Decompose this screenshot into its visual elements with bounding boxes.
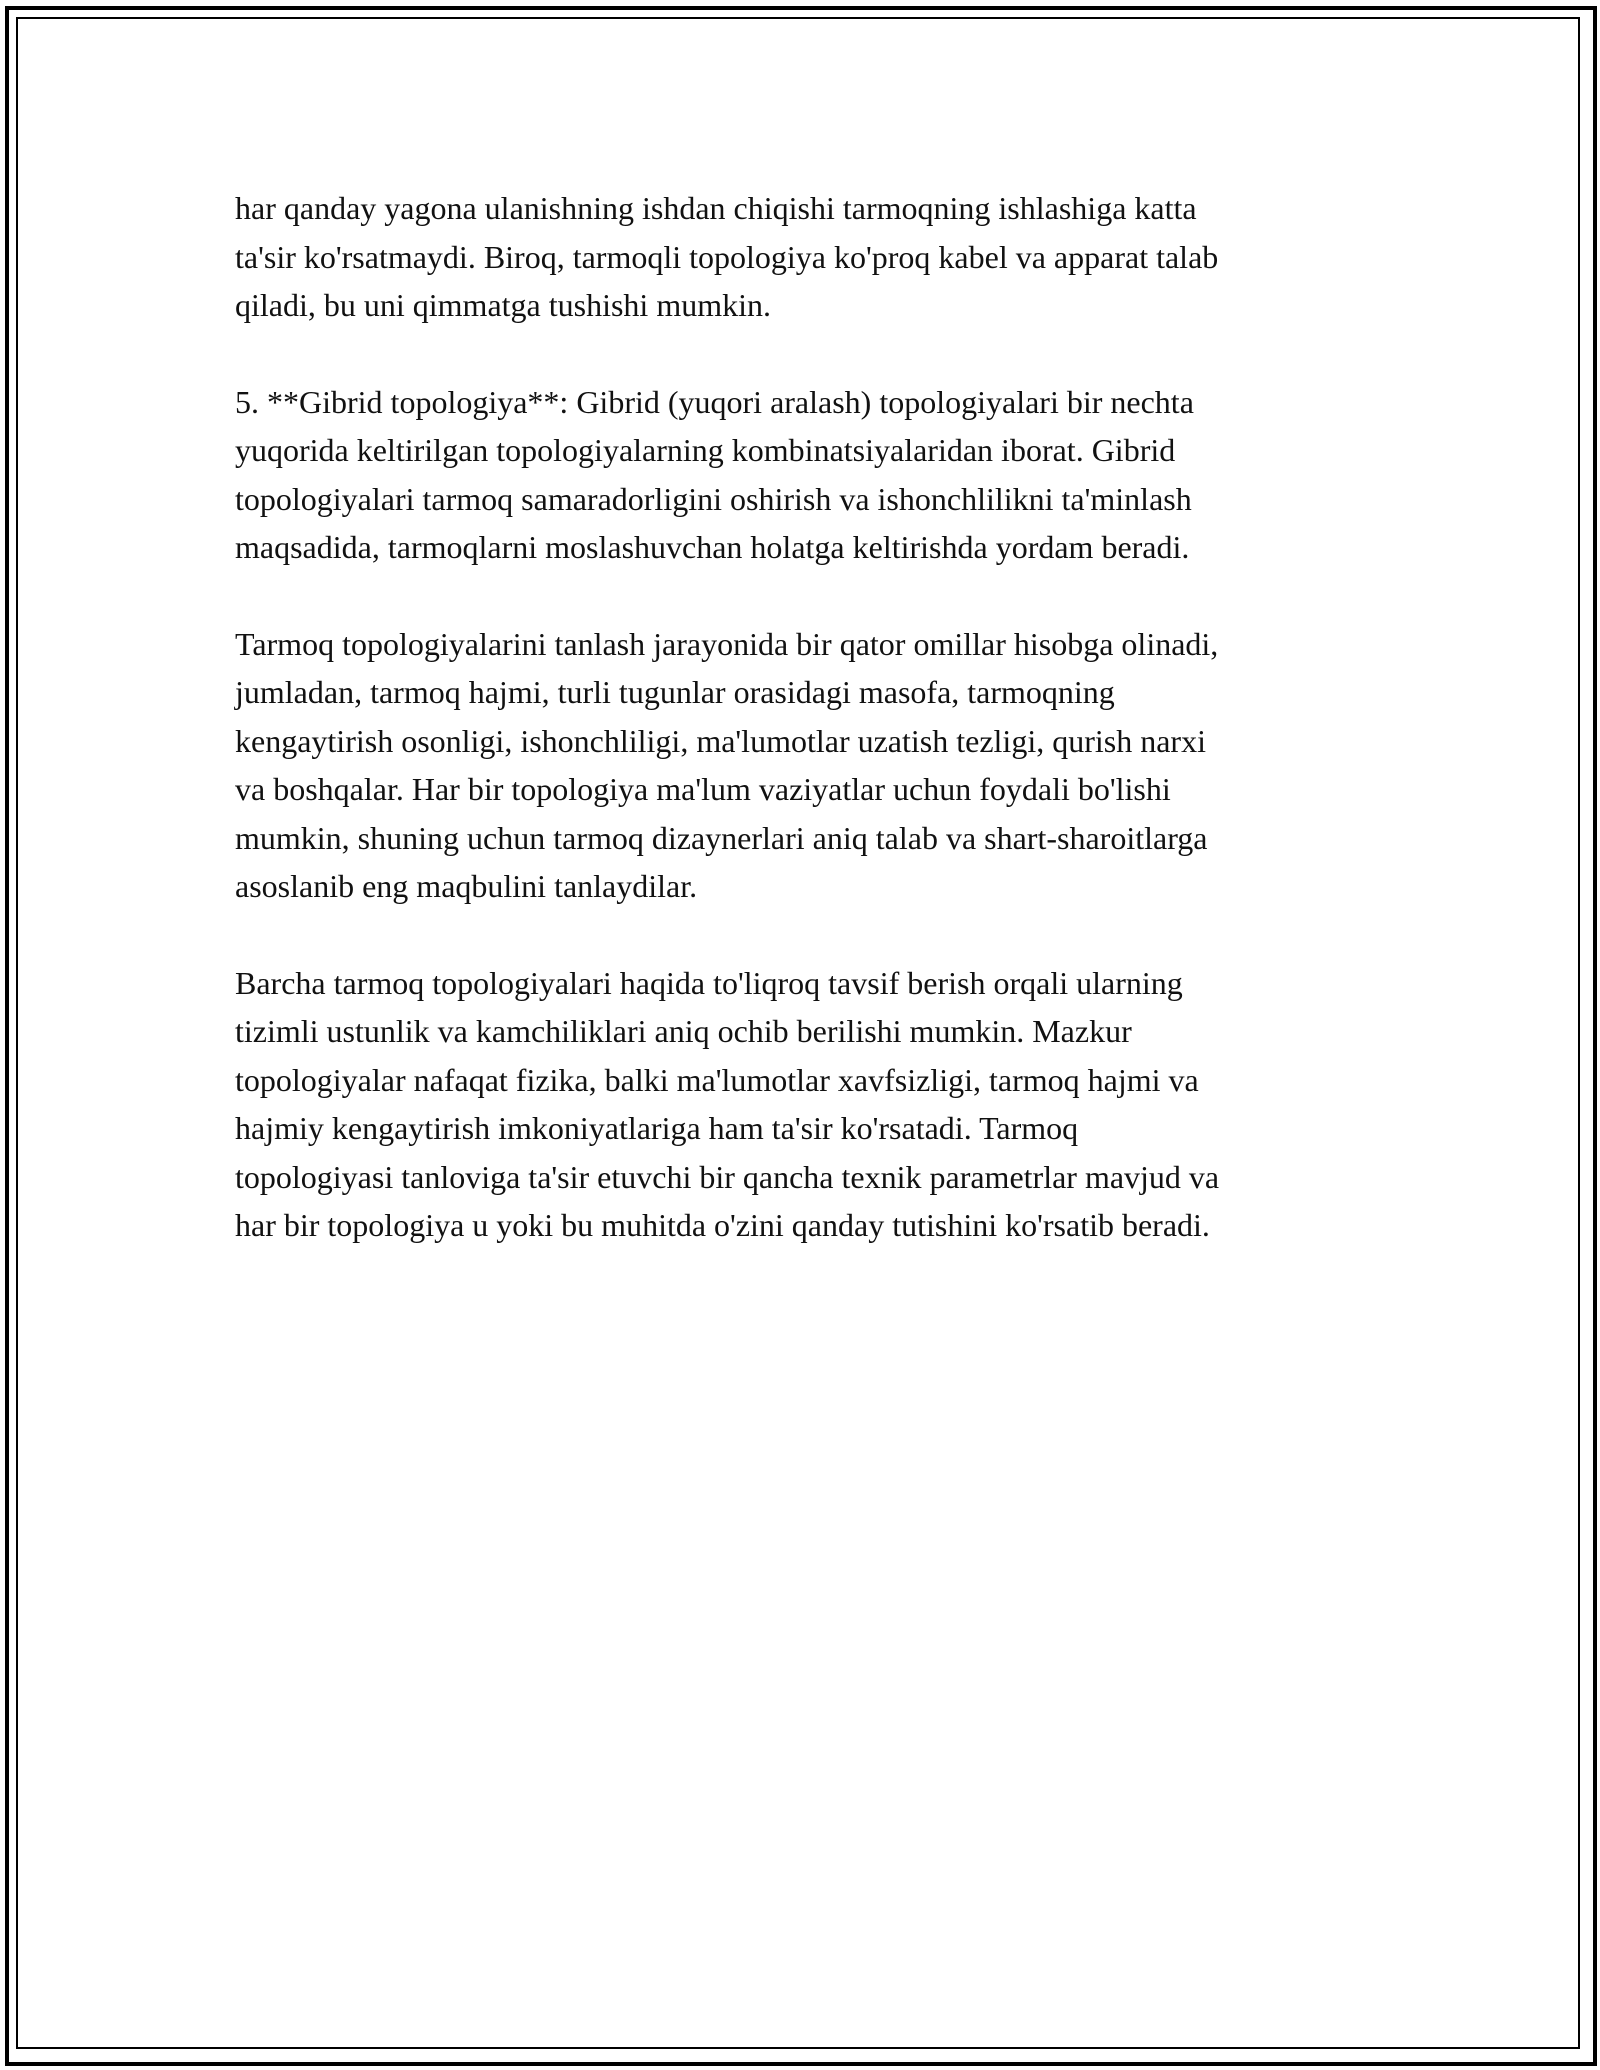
paragraph-mesh-topology-end: har qanday yagona ulanishning ishdan chiqishi tarmoqning ishlashiga katta ta'sir ko'rsatmaydi. Biroq, tarmoqli topologiya ko'proq kabel va apparat talab qiladi, bu uni qimmatga tushishi mumkin.	[235, 190, 1219, 323]
paragraph-summary: Barcha tarmoq topologiyalari haqida to'liqroq tavsif berish orqali ularning tizimli ustunlik va kamchiliklari aniq ochib berilishi mumkin. Mazkur topologiyalar nafaqat fizika, balki ma'lumotlar xavfsizligi, tarmoq hajmi va hajmiy kengaytirish imkoniyatlariga ham ta'sir ko'rsatadi. Tarmoq topologiyasi tanloviga ta'sir etuvchi bir qancha texnik parametrlar mavjud va har bir topologiya u yoki bu muhitda o'zini qanday tutishini ko'rsatib beradi.	[235, 964, 1220, 1243]
document-body	[235, 184, 1375, 1298]
paragraph-hybrid-topology: 5. **Gibrid topologiya**: Gibrid (yuqori aralash) topologiyalari bir nechta yuqorida keltirilgan topologiyalarning kombinatsiyalaridan iborat. Gibrid topologiyalari tarmoq samaradorligini oshirish va ishonchlilikni ta'minlash maqsadida, tarmoqlarni moslashuvchan holatga keltirishda yordam beradi.	[235, 383, 1194, 565]
paragraph-topology-selection: Tarmoq topologiyalarini tanlash jarayonida bir qator omillar hisobga olinadi, jumladan, tarmoq hajmi, turli tugunlar orasidagi masofa, tarmoqning kengaytirish osonligi, ishonchliligi, ma'lumotlar uzatish tezligi, qurish narxi va boshqalar. Har bir topologiya ma'lum vaziyatlar uchun foydali bo'lishi mumkin, shuning uchun tarmoq dizaynerlari aniq talab va shart-sharoitlarga asoslanib eng maqbulini tanlaydilar.	[235, 625, 1219, 904]
